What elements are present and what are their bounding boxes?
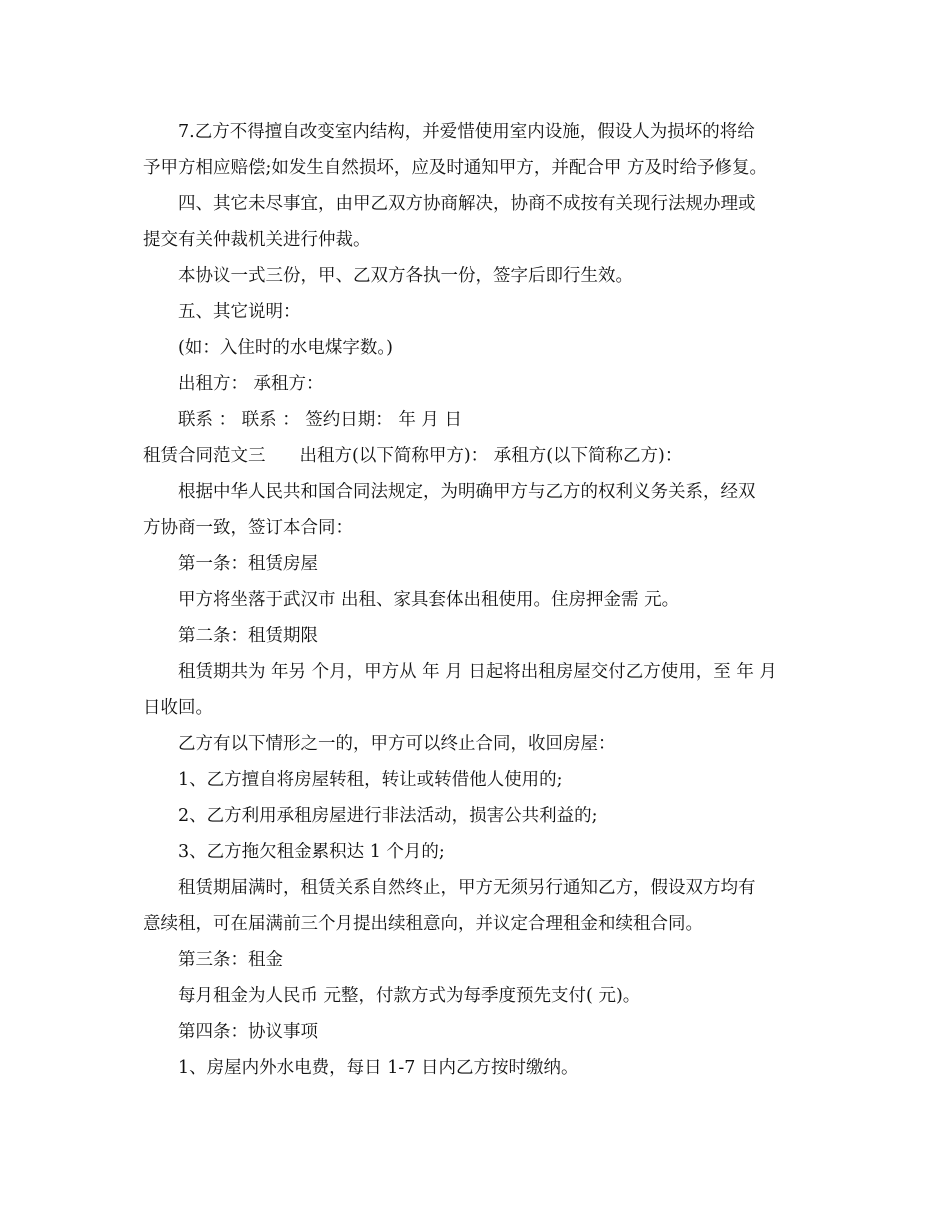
paragraph-line: 每月租金为人民币 元整，付款方式为每季度预先支付( 元)。 [178,986,641,1006]
paragraph-line: 甲方将坐落于武汉市 出租、家具套体出租使用。住房押金需 元。 [178,590,680,610]
contact-date-line: 联系 ： 联系 ： 签约日期： 年 月 日 [178,410,462,430]
article-heading: 第一条：租赁房屋 [178,554,318,574]
contract-heading-line [143,438,823,474]
paragraph-line: 租赁期届满时，租赁关系自然终止，甲方无须另行通知乙方，假设双方均有 [178,878,756,898]
signature-parties-line: 出租方： 承租方： [178,374,324,394]
list-item: 1、房屋内外水电费，每日 1-7 日内乙方按时缴纳。 [178,1058,579,1078]
list-item: 3、乙方拖欠租金累积达 1 个月的; [178,842,445,862]
article-heading: 第四条：协议事项 [178,1022,318,1042]
section-heading: 五、其它说明： [178,302,301,322]
paragraph-line: 予甲方相应赔偿;如发生自然损坏，应及时通知甲方，并配合甲 方及时给予修复。 [143,158,767,178]
paragraph-line: 租赁期共为 年另 个月，甲方从 年 月 日起将出租房屋交付乙方使用，至 年 月 [178,662,777,682]
paragraph-line: 日收回。 [143,698,213,718]
list-item: 2、乙方利用承租房屋进行非法活动，损害公共利益的; [178,806,598,826]
list-item: 1、乙方擅自将房屋转租，转让或转借他人使用的; [178,770,563,790]
paragraph-line: (如：入住时的水电煤字数。) [178,338,393,358]
article-heading: 第三条：租金 [178,950,283,970]
paragraph-line: 提交有关仲裁机关进行仲裁。 [143,230,371,250]
paragraph-line: 7.乙方不得擅自改变室内结构，并爱惜使用室内设施，假设人为损坏的将给 [178,122,755,142]
article-heading: 第二条：租赁期限 [178,626,318,646]
paragraph-line: 方协商一致，签订本合同： [143,518,353,538]
paragraph-line: 根据中华人民共和国合同法规定，为明确甲方与乙方的权利义务关系，经双 [178,482,756,502]
paragraph-line: 本协议一式三份，甲、乙双方各执一份，签字后即行生效。 [178,266,633,286]
contract-title: 租赁合同范文三 [143,446,266,466]
paragraph-line: 意续租，可在届满前三个月提出续租意向，并议定合理租金和续租合同。 [143,914,703,934]
contract-parties: 出租方(以下简称甲方)： 承租方(以下简称乙方)： [299,446,683,466]
paragraph-line: 四、其它未尽事宜，由甲乙双方协商解决，协商不成按有关现行法规办理或 [178,194,756,214]
paragraph-line: 乙方有以下情形之一的，甲方可以终止合同，收回房屋： [178,734,616,754]
